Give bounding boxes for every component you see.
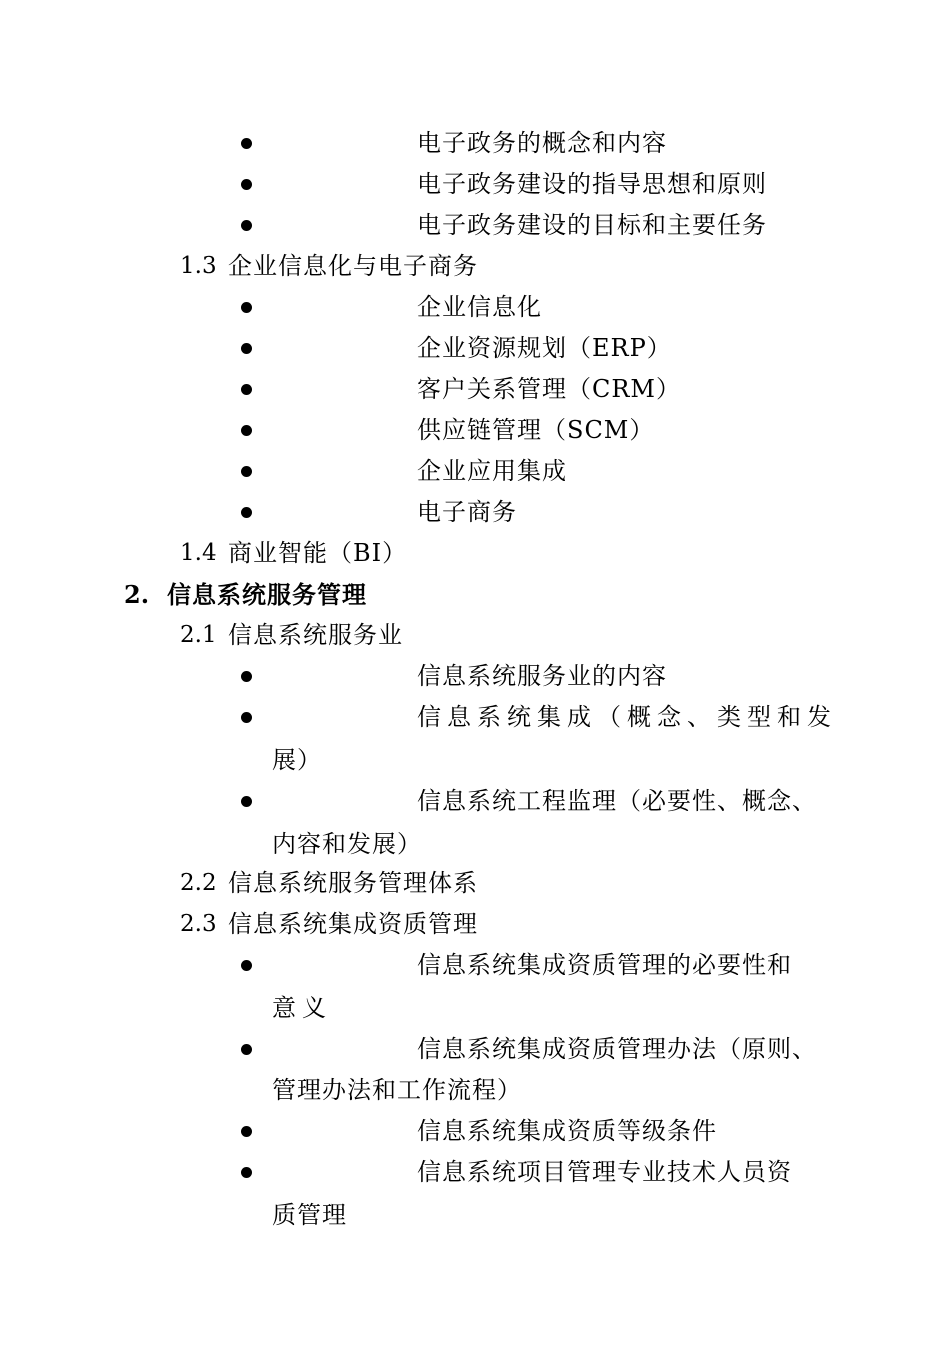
subsection-heading (0, 904, 950, 945)
list-item-continuation (0, 988, 950, 1029)
section-title: 信息系统服务管理 (167, 580, 367, 609)
list-item-text: 供应链管理（SCM） (417, 416, 655, 444)
subsection-title: 信息系统服务业 (228, 621, 403, 649)
subsection-title: 信息系统服务管理体系 (228, 869, 478, 897)
list-item-continuation (0, 1070, 950, 1111)
list-item-text: 电子政务建设的指导思想和原则 (417, 170, 767, 198)
list-item-text: 意义 (272, 994, 332, 1022)
list-item (0, 328, 950, 369)
list-item-continuation (0, 824, 950, 865)
bullet-icon (241, 1126, 252, 1137)
list-item (0, 1029, 950, 1070)
list-item-text: 电子政务建设的目标和主要任务 (417, 211, 767, 239)
list-item-text: 质管理 (272, 1201, 347, 1229)
list-item (0, 205, 950, 246)
bullet-icon (241, 1044, 252, 1055)
subsection-number: 1.3 (180, 253, 217, 279)
subsection-number: 2.3 (180, 911, 217, 937)
list-item-text: 展） (272, 746, 322, 774)
list-item (0, 410, 950, 451)
list-item-text: 信息系统服务业的内容 (417, 662, 667, 690)
list-item-text: 内容和发展） (272, 830, 422, 858)
list-item (0, 492, 950, 533)
list-item-text: 企业信息化 (417, 293, 542, 321)
bullet-icon (241, 302, 252, 313)
bullet-icon (241, 796, 252, 807)
list-item-text: 企业资源规划（ERP） (417, 334, 672, 362)
list-item (0, 287, 950, 328)
list-item-text: 信息系统集成资质管理办法（原则、 (417, 1035, 817, 1063)
bullet-icon (241, 1167, 252, 1178)
list-item (0, 781, 950, 822)
subsection-heading (0, 863, 950, 904)
list-item-text: 信息系统工程监理（必要性、概念、 (417, 787, 817, 815)
list-item-text: 企业应用集成 (417, 457, 567, 485)
list-item-text: 电子政务的概念和内容 (417, 129, 667, 157)
bullet-icon (241, 466, 252, 477)
subsection-heading (0, 533, 950, 574)
bullet-icon (241, 343, 252, 354)
bullet-icon (241, 138, 252, 149)
list-item (0, 369, 950, 410)
bullet-icon (241, 179, 252, 190)
bullet-icon (241, 425, 252, 436)
subsection-number: 2.2 (180, 870, 217, 896)
section-number: 2. (124, 580, 150, 609)
list-item-text: 信息系统集成（概念、类型和发 (417, 703, 837, 731)
bullet-icon (241, 671, 252, 682)
list-item (0, 945, 950, 986)
bullet-icon (241, 507, 252, 518)
subsection-number: 2.1 (180, 622, 217, 648)
subsection-title: 信息系统集成资质管理 (228, 910, 478, 938)
subsection-title: 商业智能（BI） (228, 539, 408, 567)
list-item-text: 信息系统集成资质管理的必要性和 (417, 951, 792, 979)
list-item (0, 697, 950, 738)
bullet-icon (241, 384, 252, 395)
list-item-text: 电子商务 (417, 498, 517, 526)
subsection-title: 企业信息化与电子商务 (228, 252, 478, 280)
list-item-text: 信息系统项目管理专业技术人员资 (417, 1158, 792, 1186)
list-item-text: 信息系统集成资质等级条件 (417, 1117, 717, 1145)
bullet-icon (241, 960, 252, 971)
subsection-heading (0, 615, 950, 656)
list-item (0, 656, 950, 697)
subsection-number: 1.4 (180, 540, 217, 566)
bullet-icon (241, 220, 252, 231)
list-item (0, 1152, 950, 1193)
subsection-heading (0, 246, 950, 287)
bullet-icon (241, 712, 252, 723)
list-item-text: 客户关系管理（CRM） (417, 375, 682, 403)
section-heading (0, 574, 950, 615)
list-item (0, 123, 950, 164)
list-item-text: 管理办法和工作流程） (272, 1076, 522, 1104)
list-item-continuation (0, 740, 950, 781)
list-item (0, 451, 950, 492)
list-item (0, 1111, 950, 1152)
list-item-continuation (0, 1195, 950, 1236)
list-item (0, 164, 950, 205)
